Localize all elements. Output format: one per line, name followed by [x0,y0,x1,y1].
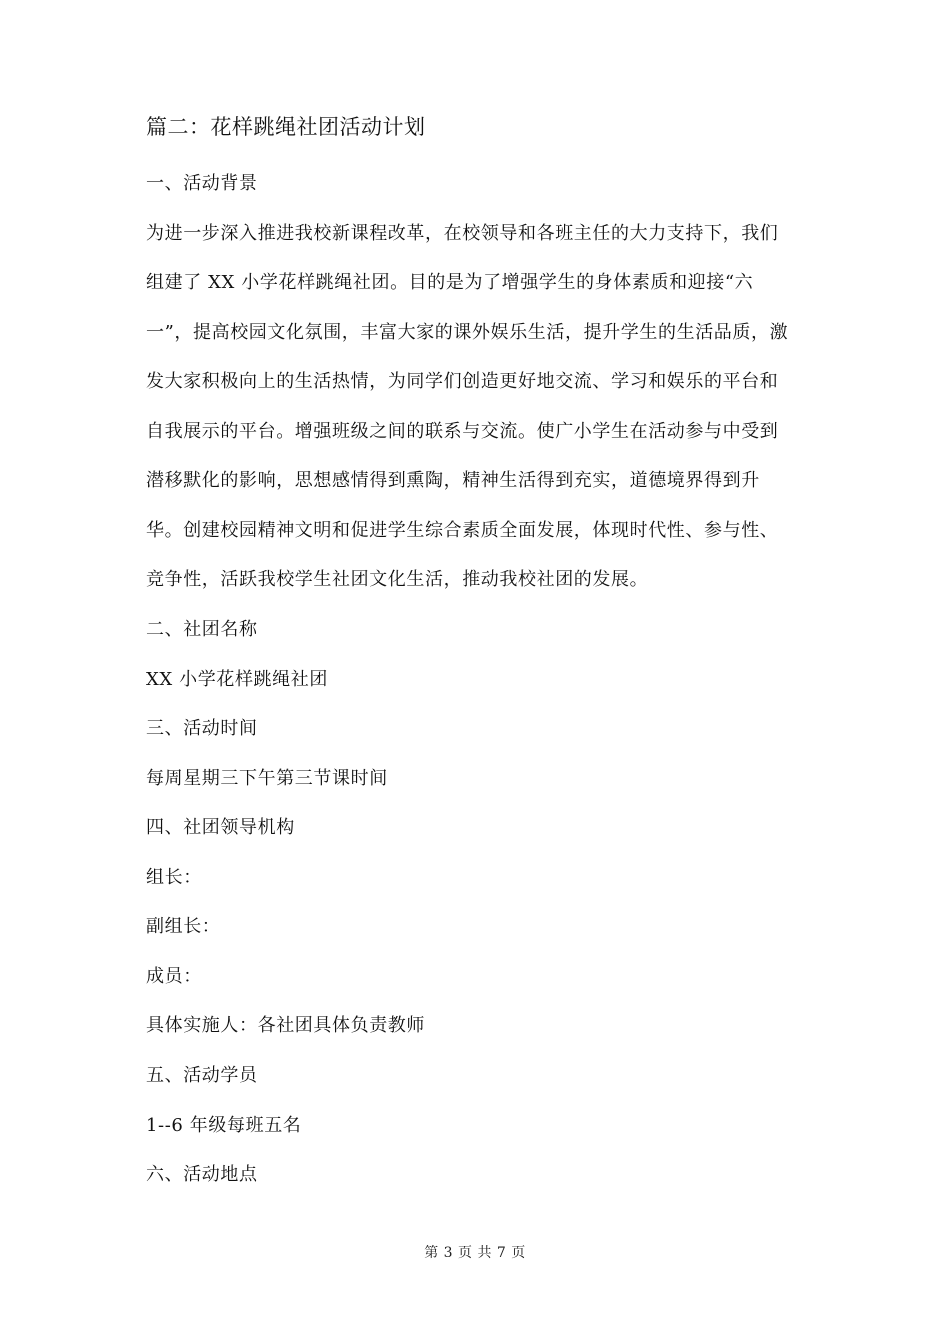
students-text: 1--6 年级每班五名 [146,1115,302,1136]
section-heading-background: 一、活动背景 [146,173,258,194]
background-paragraph-line: 为进一步深入推进我校新课程改革，在校领导和各班主任的大力支持下，我们 [146,223,779,244]
leader-line: 组长： [146,867,202,888]
club-name-text: XX 小学花样跳绳社团 [146,669,328,690]
background-paragraph-line: 组建了 XX 小学花样跳绳社团。目的是为了增强学生的身体素质和迎接“六 [146,272,754,293]
background-paragraph-line: 发大家积极向上的生活热情，为同学们创造更好地交流、学习和娱乐的平台和 [146,371,779,392]
background-paragraph-line: 一”，提高校园文化氛围，丰富大家的课外娱乐生活，提升学生的生活品质，激 [146,322,789,343]
deputy-leader-line: 副组长： [146,916,221,937]
background-paragraph-line: 自我展示的平台。增强班级之间的联系与交流。使广小学生在活动参与中受到 [146,421,779,442]
section-heading-location: 六、活动地点 [146,1164,258,1185]
section-heading-leadership: 四、社团领导机构 [146,817,295,838]
members-line: 成员： [146,966,202,987]
background-paragraph-line: 竞争性，活跃我校学生社团文化生活，推动我校社团的发展。 [146,569,649,590]
background-paragraph-line: 潜移默化的影响，思想感情得到熏陶，精神生活得到充实，道德境界得到升 [146,470,760,491]
background-paragraph-line: 华。创建校园精神文明和促进学生综合素质全面发展，体现时代性、参与性、 [146,520,779,541]
document-title: 篇二：花样跳绳社团活动计划 [146,115,426,139]
section-heading-students: 五、活动学员 [146,1065,258,1086]
activity-time-text: 每周星期三下午第三节课时间 [146,768,388,789]
section-heading-name: 二、社团名称 [146,619,258,640]
section-heading-time: 三、活动时间 [146,718,258,739]
implementer-line: 具体实施人：各社团具体负责教师 [146,1015,425,1036]
page-number-footer: 第 3 页 共 7 页 [424,1245,526,1261]
